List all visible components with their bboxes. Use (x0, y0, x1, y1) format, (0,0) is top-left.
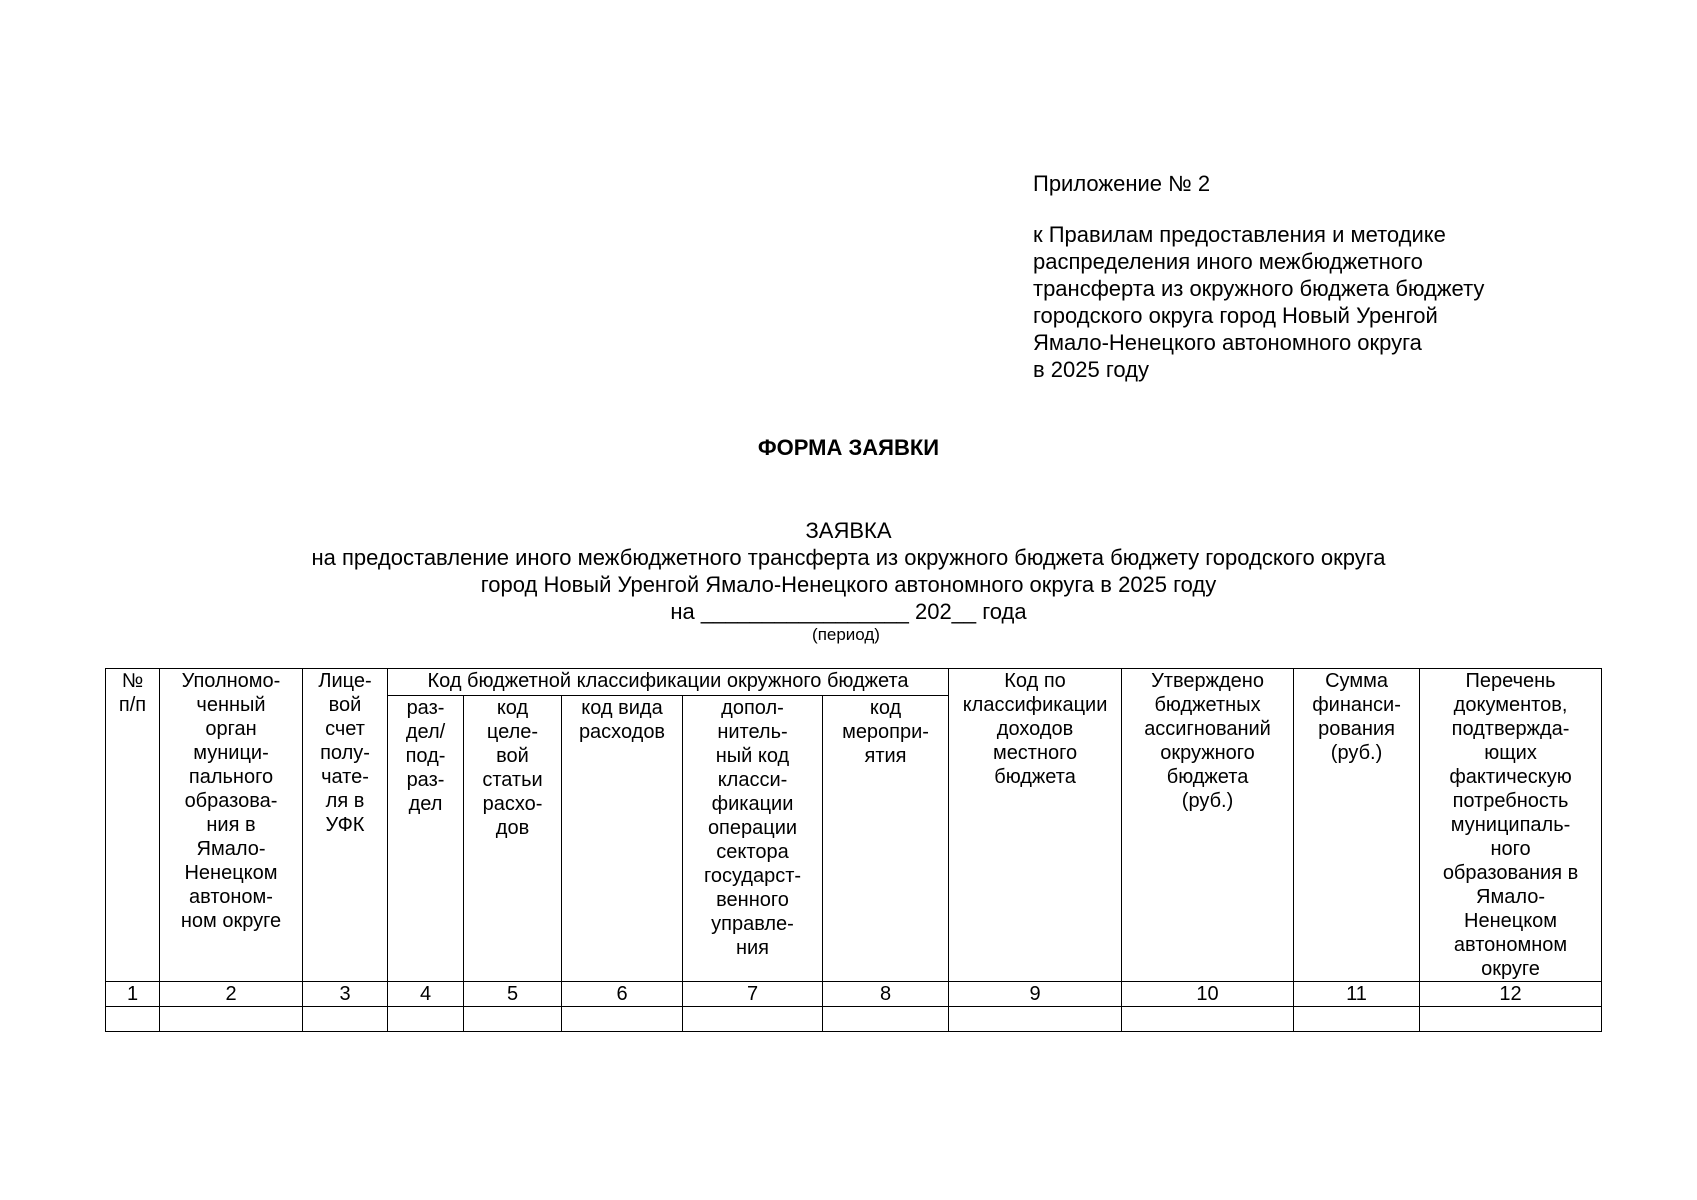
table-cell (1420, 1007, 1602, 1032)
request-line: город Новый Уренгой Ямало-Ненецкого автономного округа в 2025 году (480, 572, 1217, 597)
header-text: Перечень (1465, 670, 1556, 692)
column-number-row (106, 982, 1602, 1007)
header-text: раз- (406, 696, 445, 719)
header-text: ющих (1484, 742, 1537, 764)
header-text: код (496, 696, 529, 719)
appendix-line: в 2025 году (1033, 357, 1149, 382)
header-col-3 (303, 669, 388, 982)
header-text: ния в (206, 814, 256, 836)
column-number-cell: 8 (823, 982, 949, 1007)
header-text: Сумма (1325, 670, 1388, 692)
header-text: пального (188, 766, 274, 788)
header-col-5 (464, 695, 562, 981)
header-text: образова- (184, 790, 278, 812)
header-text: расхо- (482, 792, 543, 815)
header-text: дел (408, 792, 443, 815)
header-text: орган (205, 718, 257, 740)
header-col-10 (1122, 669, 1294, 982)
header-col-4 (388, 695, 464, 981)
header-col-7 (683, 695, 823, 981)
request-form-table (105, 668, 1602, 1032)
appendix-line: Ямало-Ненецкого автономного округа (1033, 330, 1422, 355)
header-text: бюджета (994, 766, 1076, 788)
header-text: муниципаль- (1450, 814, 1571, 836)
header-text: документов, (1453, 694, 1568, 716)
header-text: местного (992, 742, 1078, 764)
column-number-cell: 7 (683, 982, 823, 1007)
header-text: ятия (864, 744, 907, 767)
header-text: Ненецком (1464, 910, 1558, 932)
table-row (106, 1007, 1602, 1032)
header-text: операции (707, 816, 798, 839)
header-text: бюджетных (1154, 694, 1261, 716)
request-line: на предоставление иного межбюджетного трансферта из окружного бюджета бюджету городского округа (311, 545, 1386, 570)
header-text: п/п (118, 694, 147, 716)
header-text: Уполномо- (181, 670, 281, 692)
header-text: государст- (703, 864, 802, 887)
column-number-cell: 5 (464, 982, 562, 1007)
table-cell (1122, 1007, 1294, 1032)
header-text: (руб.) (1181, 790, 1234, 812)
table-cell (562, 1007, 683, 1032)
column-number-cell: 1 (106, 982, 160, 1007)
request-period-line: на _________________ 202__ года (670, 599, 1027, 624)
header-text: классификации (962, 694, 1108, 716)
header-text: Лице- (318, 670, 372, 692)
column-number-cell: 6 (562, 982, 683, 1007)
header-text: автономном (1453, 934, 1568, 956)
header-text: фикации (711, 792, 794, 815)
header-text: полу- (320, 742, 370, 764)
form-title: ФОРМА ЗАЯВКИ (757, 435, 940, 460)
header-text: автоном- (189, 886, 273, 908)
header-text: допол- (721, 696, 784, 719)
header-text: потребность (1452, 790, 1569, 812)
table-cell (464, 1007, 562, 1032)
column-number-cell: 11 (1294, 982, 1420, 1007)
column-number-cell: 10 (1122, 982, 1294, 1007)
header-text: (руб.) (1330, 742, 1383, 764)
header-text: дов (495, 816, 530, 839)
header-text: Код бюджетной классификации окружного бюджета (427, 670, 909, 692)
header-text: вой (328, 694, 362, 716)
header-text: ного (1490, 838, 1531, 860)
header-col-12 (1420, 669, 1602, 982)
table-cell (160, 1007, 303, 1032)
header-text: статьи (482, 768, 543, 791)
header-text: ченный (196, 694, 266, 716)
column-number-cell: 2 (160, 982, 303, 1007)
header-text: ля в (325, 790, 365, 812)
header-text: Ненецком (184, 862, 278, 884)
header-text: нитель- (717, 720, 788, 743)
appendix-line: трансферта из окружного бюджета бюджету (1033, 276, 1485, 301)
header-text: ния (735, 936, 770, 959)
column-number-cell: 3 (303, 982, 388, 1007)
appendix-line: к Правилам предоставления и методике (1033, 222, 1446, 247)
header-text: ном округе (180, 910, 282, 932)
header-text: образования в (1442, 862, 1579, 884)
header-text: ассигнований (1144, 718, 1271, 740)
appendix-line: городского округа город Новый Уренгой (1033, 303, 1438, 328)
table-cell (106, 1007, 160, 1032)
header-text: Ямало- (196, 838, 266, 860)
header-col-8 (823, 695, 949, 981)
header-text: сектора (716, 840, 789, 863)
header-text: финанси- (1312, 694, 1401, 716)
header-text: фактическую (1449, 766, 1572, 788)
appendix-line: распределения иного межбюджетного (1033, 249, 1423, 274)
header-text: раз- (406, 768, 445, 791)
header-text: счет (325, 718, 365, 740)
table-cell (949, 1007, 1122, 1032)
header-text: дел/ (405, 720, 446, 743)
column-number-cell: 4 (388, 982, 464, 1007)
table-cell (303, 1007, 388, 1032)
header-text: расходов (578, 720, 666, 743)
header-text: Ямало- (1476, 886, 1546, 908)
header-text: доходов (996, 718, 1074, 740)
table-cell (823, 1007, 949, 1032)
header-text: окружного (1160, 742, 1255, 764)
header-text: Утверждено (1151, 670, 1264, 692)
header-text: код вида (581, 696, 663, 719)
header-col-1 (106, 669, 160, 982)
header-col-11 (1294, 669, 1420, 982)
table-cell (683, 1007, 823, 1032)
header-group-budget-classification (388, 669, 949, 696)
appendix-number: Приложение № 2 (1033, 171, 1211, 196)
header-text: округе (1481, 958, 1540, 980)
header-text: венного (716, 888, 789, 911)
header-text: № (121, 670, 144, 692)
header-text: управле- (711, 912, 794, 935)
appendix-block (1033, 170, 1633, 383)
table-cell (388, 1007, 464, 1032)
header-text: класси- (717, 768, 788, 791)
period-hint: (период) (812, 625, 880, 644)
header-col-9 (949, 669, 1122, 982)
header-text: рования (1318, 718, 1395, 740)
header-text: чате- (321, 766, 369, 788)
column-number-cell: 9 (949, 982, 1122, 1007)
table-cell (1294, 1007, 1420, 1032)
header-text: бюджета (1166, 766, 1249, 788)
header-col-2 (160, 669, 303, 982)
header-row-top (106, 669, 1602, 696)
header-text: муници- (193, 742, 269, 764)
request-heading (0, 517, 1697, 645)
request-title: ЗАЯВКА (805, 518, 892, 543)
header-col-6 (562, 695, 683, 981)
header-text: код (869, 696, 902, 719)
appendix-reference (1033, 221, 1633, 383)
header-text: под- (405, 744, 446, 767)
header-text: ный код (715, 744, 790, 767)
header-text: подтвержда- (1451, 718, 1570, 740)
header-text: Код по (1004, 670, 1066, 692)
header-text: вой (496, 744, 529, 767)
column-number-cell: 12 (1420, 982, 1602, 1007)
header-text: целе- (486, 720, 539, 743)
header-text: меропри- (842, 720, 929, 743)
header-text: УФК (325, 814, 365, 836)
